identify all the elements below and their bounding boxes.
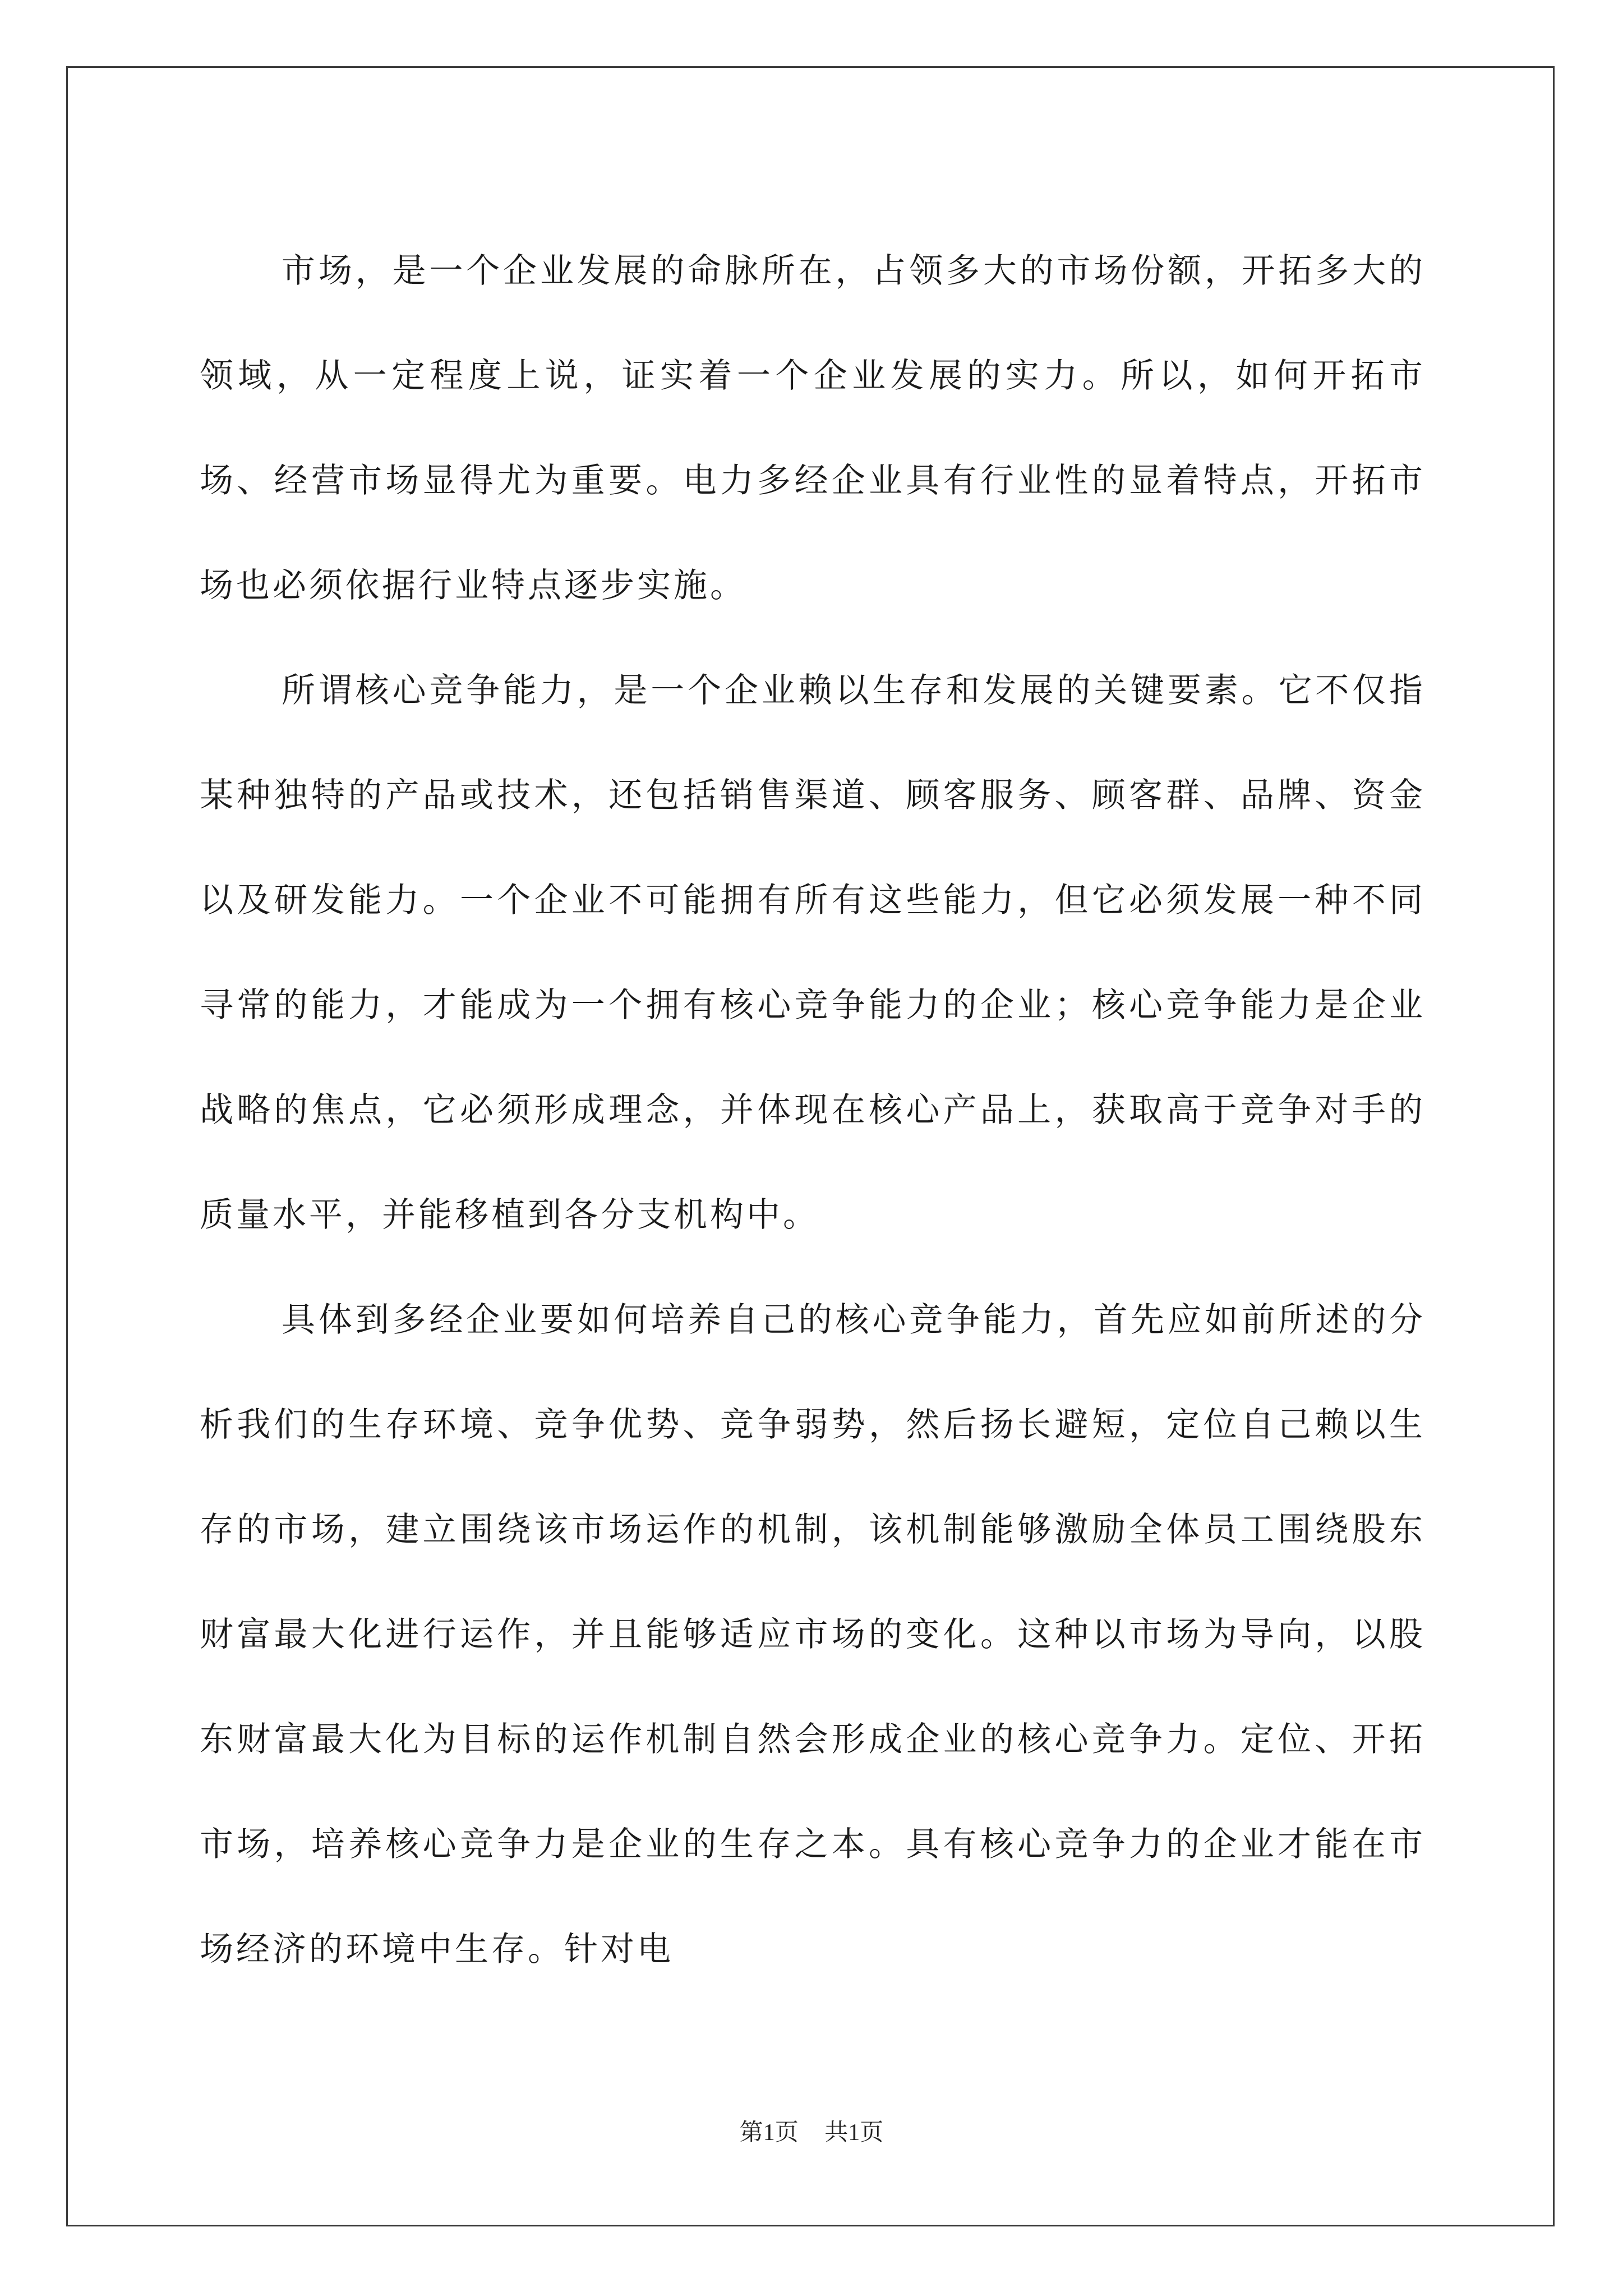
paragraph-cultivation: 具体到多经企业要如何培养自己的核心竞争能力，首先应如前所述的分析我们的生存环境、竞争优势、竞争弱势，然后扬长避短，定位自己赖以生存的市场，建立围绕该市场运作的机制，该机制能够激励全体员工围绕股东财富最大化进行运作，并且能够适应市场的变化。这种以市场为导向，以股东财富最大化为目标的运作机制自然会形成企业的核心竞争力。定位、开拓市场，培养核心竞争力是企业的生存之本。具有核心竞争力的企业才能在市场经济的环境中生存。针对电 xyxy=(200,1300,1426,1969)
page-total: 共1页 xyxy=(824,2120,884,2146)
paragraph-core-competence: 所谓核心竞争能力，是一个企业赖以生存和发展的关键要素。它不仅指某种独特的产品或技术，还包括销售渠道、顾客服务、顾客群、品牌、资金以及研发能力。一个企业不可能拥有所有这些能力，但它必须发展一种不同寻常的能力，才能成为一个拥有核心竞争能力的企业；核心竞争能力是企业战略的焦点，它必须形成理念，并体现在核心产品上，获取高于竞争对手的质量水平，并能移植到各分支机构中。 xyxy=(200,671,1426,1235)
document-body xyxy=(200,219,1426,2002)
page-footer xyxy=(0,2114,1623,2147)
paragraph-market: 市场，是一个企业发展的命脉所在，占领多大的市场份额，开拓多大的领域，从一定程度上说，证实着一个企业发展的实力。所以，如何开拓市场、经营市场显得尤为重要。电力多经企业具有行业性的显着特点，开拓市场也必须依据行业特点逐步实施。 xyxy=(200,251,1426,605)
page-number: 第1页 xyxy=(739,2120,799,2146)
